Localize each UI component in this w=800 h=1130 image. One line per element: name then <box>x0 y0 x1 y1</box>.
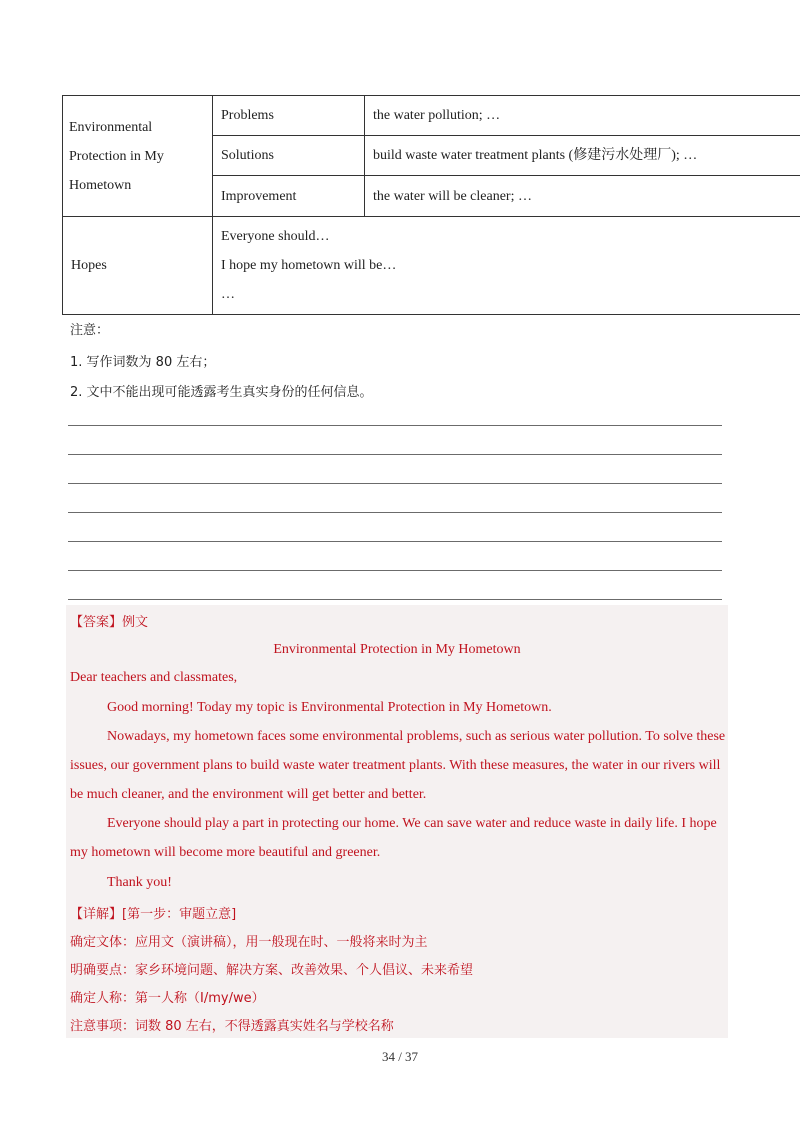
answer-section <box>66 605 728 1038</box>
writing-line[interactable] <box>68 570 722 571</box>
notes-heading: 注意： <box>70 323 110 338</box>
page-number: 34 / 37 <box>381 1049 419 1064</box>
hopes-line: Everyone should… <box>221 229 330 244</box>
essay-paragraph: Nowadays, my hometown faces some environmental problems, such as serious water pollution. To solve these issues, our government plans to build waste water treatment plants. With these measures, the water in our rivers will be much cleaner, and the environment will get better and better. <box>70 729 726 802</box>
writing-line[interactable] <box>68 541 722 542</box>
essay-greeting: Dear teachers and classmates, <box>70 670 238 685</box>
note-item: 2. 文中不能出现可能透露考生真实身份的任何信息。 <box>70 385 373 400</box>
hopes-label: Hopes <box>63 217 213 315</box>
hopes-content <box>213 217 800 315</box>
essay-title: Environmental Protection in My Hometown <box>273 642 521 657</box>
detail-label: 【详解】[第一步：审题立意] <box>70 907 237 922</box>
topic-line: Hometown <box>69 177 132 193</box>
detail-item: 确定人称：第一人称（I/my/we） <box>70 991 265 1006</box>
topic-line: Environmental <box>69 119 153 135</box>
detail-item: 确定文体：应用文（演讲稿），用一般现在时、一般将来时为主 <box>70 935 428 950</box>
hopes-line: … <box>221 287 235 302</box>
row-label-improvement: Improvement <box>213 176 365 217</box>
row-content-problems: the water pollution; … <box>365 96 800 136</box>
note-item: 1. 写作词数为 80 左右； <box>70 355 216 370</box>
essay-closing: Thank you! <box>107 875 172 890</box>
topic-line: Protection in My <box>69 148 164 164</box>
writing-line[interactable] <box>68 483 722 484</box>
essay-paragraph: Good morning! Today my topic is Environmental Protection in My Hometown. <box>107 700 552 715</box>
essay-paragraph: Everyone should play a part in protecting our home. We can save water and reduce waste in daily life. I hope my hometown will become more beautiful and greener. <box>70 816 717 860</box>
row-label-problems: Problems <box>213 96 365 136</box>
writing-line[interactable] <box>68 425 722 426</box>
answer-label: 【答案】例文 <box>70 615 149 630</box>
row-content-solutions: build waste water treatment plants (修建污水处理厂); … <box>365 136 800 176</box>
hopes-line: I hope my hometown will be… <box>221 258 397 273</box>
writing-line[interactable] <box>68 599 722 600</box>
writing-line[interactable] <box>68 512 722 513</box>
writing-line[interactable] <box>68 454 722 455</box>
topic-cell <box>63 96 213 217</box>
outline-table <box>62 95 800 315</box>
detail-item: 注意事项：词数 80 左右，不得透露真实姓名与学校名称 <box>70 1019 394 1034</box>
row-content-improvement: the water will be cleaner; … <box>365 176 800 217</box>
detail-item: 明确要点：家乡环境问题、解决方案、改善效果、个人倡议、未来希望 <box>70 963 474 978</box>
row-label-solutions: Solutions <box>213 136 365 176</box>
